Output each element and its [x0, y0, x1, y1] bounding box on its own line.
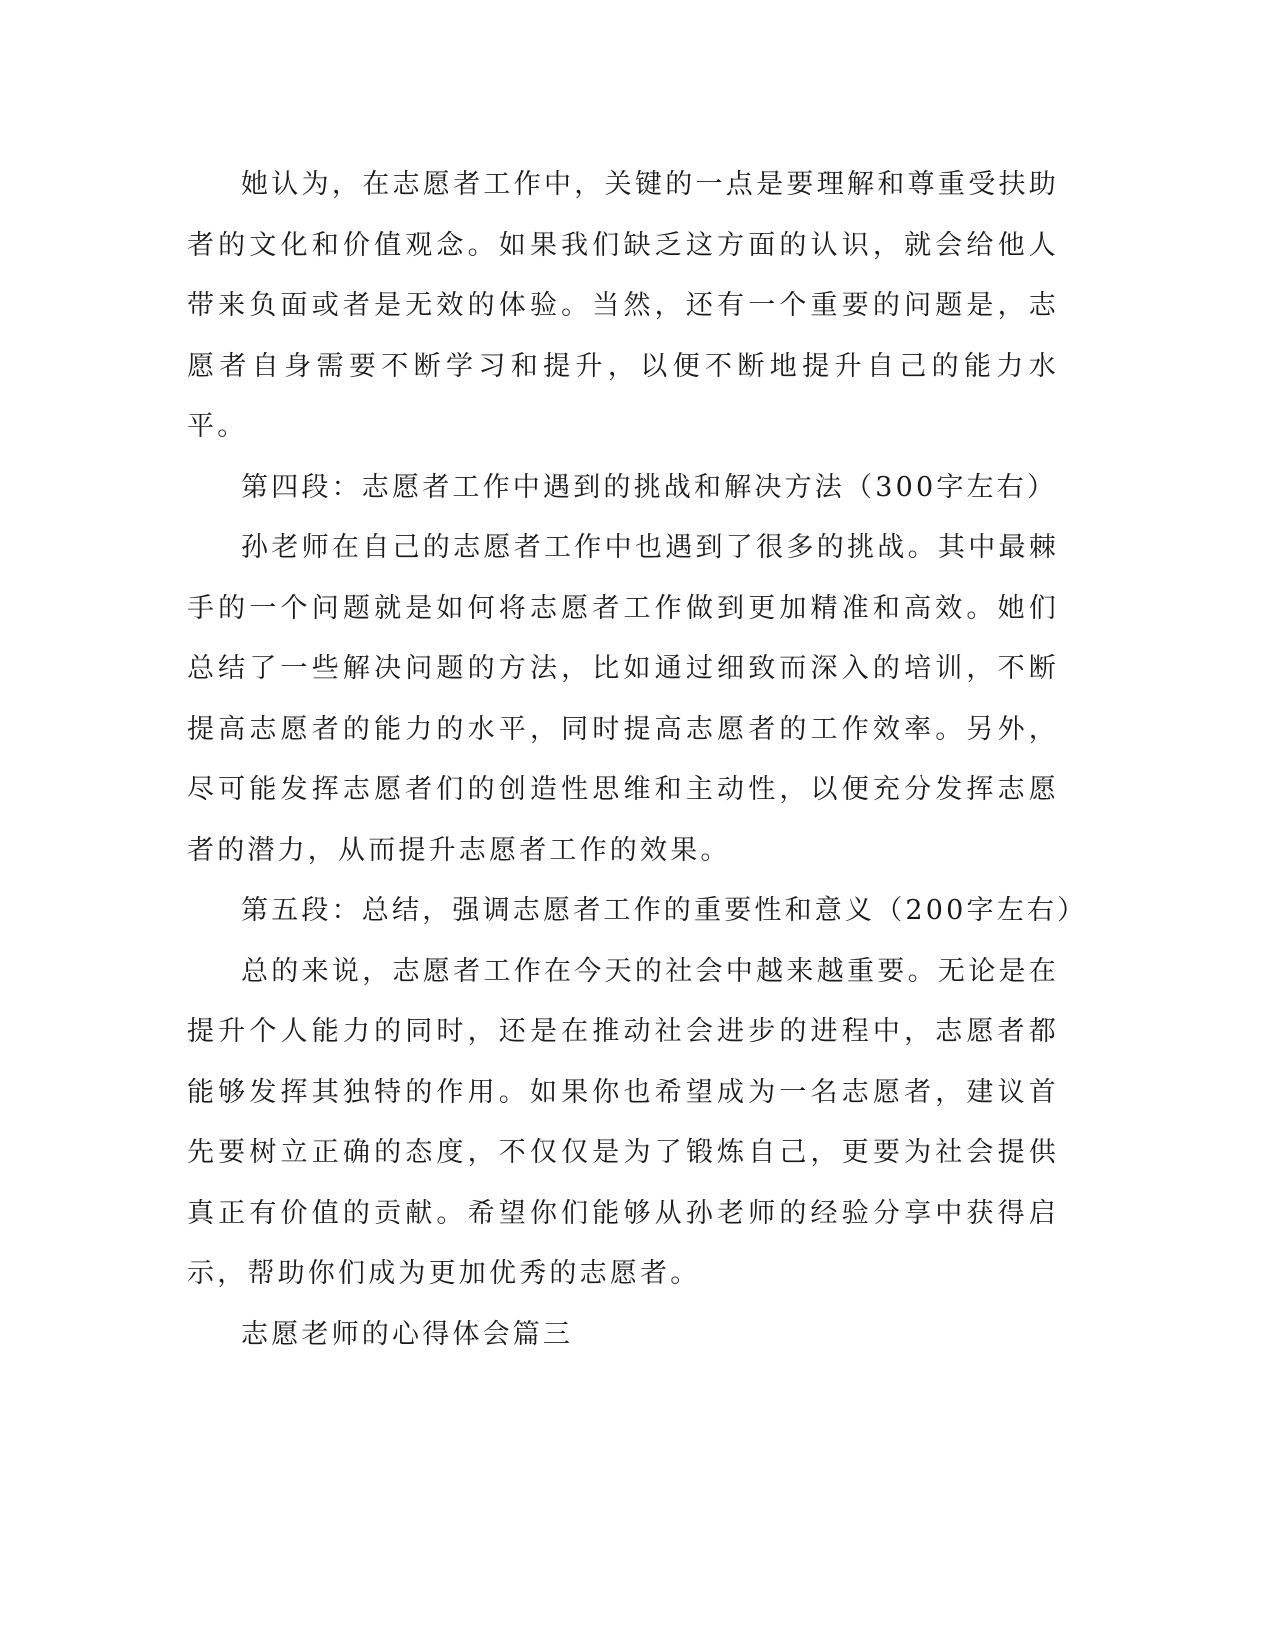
paragraph-challenges: 孙老师在自己的志愿者工作中也遇到了很多的挑战。其中最棘手的一个问题就是如何将志愿者工作做到更加精准和高效。她们总结了一些解决问题的方法，比如通过细致而深入的培训，不断提高志愿者的能力的水平，同时提高志愿者的工作效率。另外，尽可能发挥志愿者们的创造性思维和主动性，以便充分发挥志愿者的潜力，从而提升志愿者工作的效果。: [187, 532, 1059, 866]
essay-title-part-three: 志愿老师的心得体会篇三: [241, 1318, 574, 1350]
paragraph-respect-culture: 她认为，在志愿者工作中，关键的一点是要理解和尊重受扶助者的文化和价值观念。如果我们缺乏这方面的认识，就会给他人带来负面或者是无效的体验。当然，还有一个重要的问题是，志愿者自身需要不断学习和提升，以便不断地提升自己的能力水平。: [187, 169, 1059, 442]
section-heading-four: 第四段：志愿者工作中遇到的挑战和解决方法（300字左右）: [241, 471, 1058, 503]
paragraph-summary: 总的来说，志愿者工作在今天的社会中越来越重要。无论是在提升个人能力的同时，还是在推动社会进步的进程中，志愿者都能够发挥其独特的作用。如果你也希望成为一名志愿者，建议首先要树立正确的态度，不仅仅是为了锻炼自己，更要为社会提供真正有价值的贡献。希望你们能够从孙老师的经验分享中获得启示，帮助你们成为更加优秀的志愿者。: [187, 955, 1059, 1289]
document-body: [187, 155, 1088, 1365]
section-heading-five: 第五段：总结，强调志愿者工作的重要性和意义（200字左右）: [241, 895, 1088, 926]
